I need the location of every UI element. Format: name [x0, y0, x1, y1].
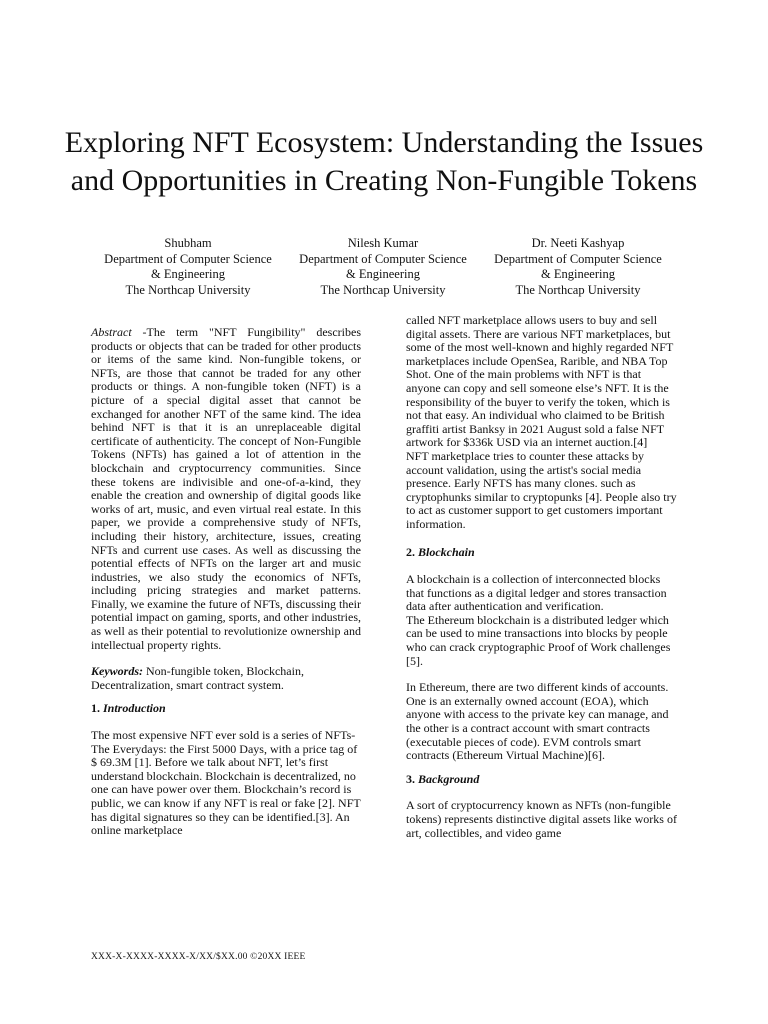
author-name: Dr. Neeti Kashyap	[531, 236, 625, 250]
author-department: Department of Computer Science	[494, 251, 662, 266]
section-3-heading	[406, 773, 678, 787]
section-3-number: 3.	[406, 771, 415, 786]
right-column	[406, 314, 678, 840]
section-2-title: Blockchain	[418, 544, 475, 559]
section-3-title: Background	[418, 771, 480, 786]
author-3	[483, 236, 673, 298]
abstract	[91, 326, 361, 652]
abstract-text: -The term "NFT Fungibility" describes products or objects that can be traded for other products or items of the same kind. Non-fungible tokens, or NFTs, are those that cannot be traded for any other products or things. A non-fungible token (NFT) is a picture of a special digital asset that cannot be exchanged for another NFT of the same kind. The idea behind NFT is that it is an unreplaceable digital certificate of authenticity. The concept of Non-Fungible Tokens (NFTs) has gained a lot of attention in the blockchain and cryptocurrency communities. Since these tokens are indivisible and one-of-a-kind, they enable the creation and ownership of digital goods like works of art, music, and even virtual real estate. In this paper, we provide a comprehensive study of NFTs, including their history, architecture, issues, creating NFTs and current use cases. As well as discussing the potential effects of NFTs on the larger art and music industries, we also study the economics of NFTs, including pricing strategies and market patterns. Finally, we examine the future of NFTs, discussing their potential impact on gaming, sports, and other industries, as well as their potential to revolutionize ownership and intellectual property rights.	[91, 325, 361, 652]
continued-paragraph-2: NFT marketplace tries to counter these attacks by account validation, using the artist's social media presence. Early NFTS has many clones. such as cryptophunks similar to cryptopunks [4]. People also try to act as customer support to get customers important information.	[406, 448, 677, 531]
copyright-footer: XXX-X-XXXX-XXXX-X/XX/$XX.00 ©20XX IEEE	[91, 952, 306, 962]
section-2-heading	[406, 546, 678, 560]
author-university: The Northcap University	[515, 282, 641, 297]
section-2-paragraph-1: A blockchain is a collection of interconnected blocks that functions as a digital ledger and stores transaction data after authentication and verification.	[406, 572, 667, 614]
section-1-title: Introduction	[103, 701, 166, 716]
author-university: The Northcap University	[125, 282, 251, 297]
author-department-cont: & Engineering	[151, 267, 225, 281]
author-name: Nilesh Kumar	[347, 236, 419, 250]
section-2-paragraph-3: In Ethereum, there are two different kinds of accounts. One is an externally owned account (EOA), which anyone with access to the private key can manage, and the other is a contract account with smart contracts (executable pieces of code). EVM controls smart contracts (Ethereum Virtual Machine)[6].	[406, 680, 669, 763]
section-1-heading	[91, 702, 361, 716]
paper-title: Exploring NFT Ecosystem: Understanding the Issues and Opportunities in Creating Non-Fungible Tokens	[64, 126, 704, 197]
author-name: Shubham	[164, 236, 212, 250]
section-2-paragraph-2: The Ethereum blockchain is a distributed ledger which can be used to mine transactions into blocks by people who can crack cryptographic Proof of Work challenges [5].	[406, 612, 671, 668]
section-1-number: 1.	[91, 701, 100, 716]
author-department: Department of Computer Science	[104, 251, 272, 266]
left-column	[91, 326, 361, 838]
keywords-text: Non-fungible token, Blockchain, Decentralization, smart contract system.	[91, 664, 304, 692]
author-department: Department of Computer Science	[299, 251, 467, 266]
keywords-label: Keywords:	[91, 664, 143, 679]
abstract-label: Abstract	[91, 325, 132, 339]
continued-paragraph: called NFT marketplace allows users to buy and sell digital assets. There are various NFT marketplaces, but some of the most well-known and highly regarded NFT marketplaces include OpenSea, Rarible, and NBA Top Shot. One of the main problems with NFT is that anyone can copy and sell someone else’s NFT. It is the responsibility of the buyer to verify the token, which is not that easy. An individual who claimed to be British graffiti artist Banksy in 2021 August sold a false NFT artwork for $336k USD via an internet auction.[4]	[406, 313, 674, 450]
author-2	[288, 236, 478, 298]
section-2-number: 2.	[406, 544, 415, 559]
author-1	[93, 236, 283, 298]
keywords	[91, 665, 361, 692]
author-university: The Northcap University	[320, 282, 446, 297]
section-3-paragraph: A sort of cryptocurrency known as NFTs (non-fungible tokens) represents distinctive digital assets like works of art, collectibles, and video game	[406, 798, 677, 840]
section-1-paragraph: The most expensive NFT ever sold is a series of NFTs- The Everydays: the First 5000 Days, with a price tag of $ 69.3M [1]. Before we talk about NFT, let’s first understand blockchain. Blockchain is decentralized, no one can have power over them. Blockchain’s record is public, we can know if any NFT is real or fake [2]. NFT has digital signatures so they can be identified.[3]. An online marketplace	[91, 728, 361, 838]
author-department-cont: & Engineering	[346, 267, 420, 281]
author-department-cont: & Engineering	[541, 267, 615, 281]
